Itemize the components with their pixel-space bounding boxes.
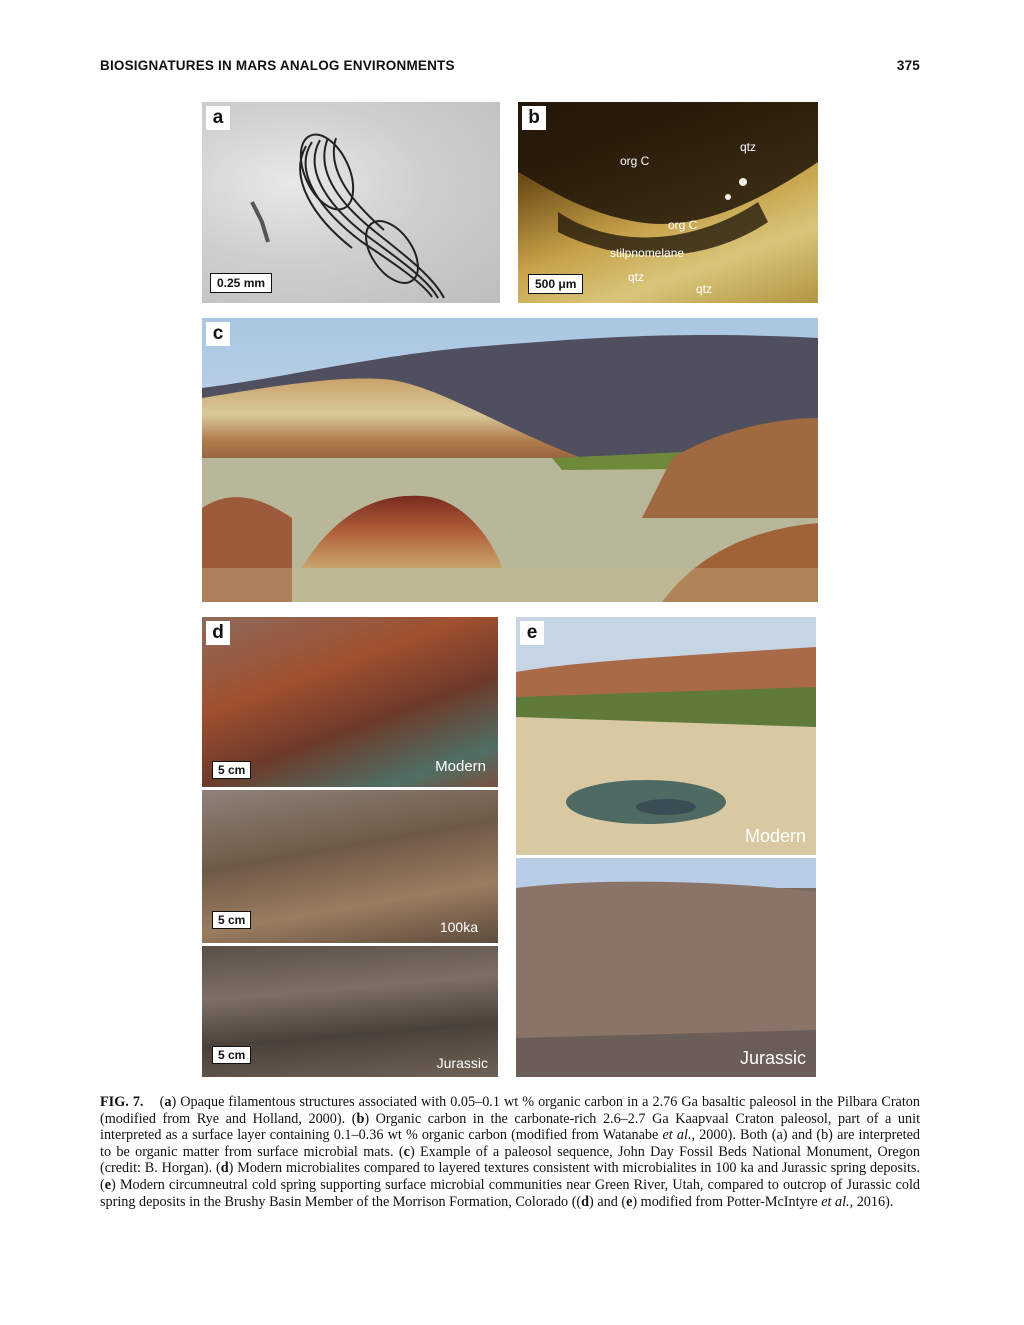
caption-end-d: d bbox=[581, 1193, 590, 1210]
caption-text-e: ) Modern circumneutral cold spring supporting surface microbial communities near Green River, Utah, compared to outcrop of Jurassic cold spring deposits in the Brushy Basin Member of the Morrison Formation, Colorado (( bbox=[100, 1176, 920, 1210]
scale-bar-d-100ka: 5 cm bbox=[212, 911, 251, 929]
figure-label: FIG. 7. bbox=[100, 1094, 144, 1110]
caption-end-text2: 2016). bbox=[853, 1193, 894, 1210]
running-header bbox=[100, 58, 920, 78]
annotation-qtz-3: qtz bbox=[696, 282, 713, 296]
scale-bar-d-jurassic: 5 cm bbox=[212, 1046, 251, 1064]
caption-end-e: e bbox=[626, 1193, 633, 1210]
page-number: 375 bbox=[896, 58, 920, 73]
caption-etal-1: et al., bbox=[662, 1127, 696, 1144]
jurassic-outcrop-image bbox=[516, 858, 816, 1077]
caption-etal-2: et al., bbox=[821, 1193, 854, 1210]
age-label-e-modern: Modern bbox=[744, 826, 806, 846]
annotation-stilpnomelane: stilpnomelane bbox=[610, 246, 685, 260]
caption-letter-a: a bbox=[164, 1094, 172, 1110]
age-label-e-jurassic: Jurassic bbox=[739, 1048, 806, 1068]
thin-section-image bbox=[518, 102, 818, 303]
scale-bar-b: 500 μm bbox=[528, 274, 583, 294]
caption-end-text: ) modified from Potter-McIntyre bbox=[632, 1193, 822, 1210]
caption-text-d: ) Modern microbialites compared to layered textures consistent with microbialites in 100 ka and Jurassic spring deposits. ( bbox=[100, 1160, 920, 1193]
panel-letter-b: b bbox=[522, 106, 546, 130]
caption-letter-c: c bbox=[403, 1143, 410, 1160]
scale-bar-d-modern: 5 cm bbox=[212, 761, 251, 779]
panel-d-jurassic bbox=[202, 946, 498, 1077]
annotation-qtz-2: qtz bbox=[628, 270, 645, 284]
caption-text-b: ) Organic carbon in the carbonate-rich 2.6–2.7 Ga Kaapvaal Craton paleosol, part of a unit interpreted as a surface layer containing 0.1–0.36 wt % organic carbon (modified from Watanabe bbox=[100, 1110, 921, 1144]
panel-d-100ka bbox=[202, 790, 498, 943]
annotation-org-c-1: org C bbox=[620, 154, 650, 168]
panel-d-modern bbox=[202, 617, 498, 787]
caption-text-b2: 2000). Both (a) and (b) are interpreted to be organic matter from surface microbial mats. ( bbox=[100, 1127, 920, 1160]
panel-c-landscape bbox=[202, 318, 818, 602]
caption-letter-b: b bbox=[356, 1110, 365, 1127]
panel-b-thin-section bbox=[518, 102, 818, 303]
painted-hills-image bbox=[202, 318, 818, 602]
caption-text-a: ) Opaque filamentous structures associated with 0.05–0.1 wt % organic carbon in a 2.76 Ga basaltic paleosol in the Pilbara Craton (modified from Rye and Holland, 2000). ( bbox=[100, 1094, 920, 1127]
caption-text-c: ) Example of a paleosol sequence, John Day Fossil Beds National Monument, Oregon (credit: B. Horgan). ( bbox=[100, 1143, 920, 1177]
age-label-d-modern: Modern bbox=[435, 758, 486, 775]
panel-e-modern bbox=[516, 617, 816, 855]
annotation-qtz-1: qtz bbox=[740, 140, 757, 154]
age-label-d-100ka: 100ka bbox=[439, 919, 478, 935]
scale-bar-a: 0.25 mm bbox=[210, 273, 272, 293]
panel-letter-d: d bbox=[206, 621, 230, 645]
figure-caption: FIG. 7. (a) Opaque filamentous structures associated with 0.05–0.1 wt % organic carbon in a 2.76 Ga basaltic paleosol in the Pilbara Craton (modified from Rye and Holland, 2000). (b) Organic carbon in the carbonate-rich 2.6–2.7 Ga Kaapvaal Craton paleosol, part of a unit interpreted as a surface layer containing 0.1–0.36 wt % organic carbon (modified from Watanabe et al., 2000). Both (a) and (b) are interpreted to be organic matter from surface microbial mats. (c) Example of a paleosol sequence, John Day Fossil Beds National Monument, Oregon (credit: B. Horgan). (d) Modern microbialites compared to layered textures consistent with microbialites in 100 ka and Jurassic spring deposits. (e) Modern circumneutral cold spring supporting surface microbial communities near Green River, Utah, compared to outcrop of Jurassic cold spring deposits in the Brushy Basin Member of the Morrison Formation, Colorado ((d) and (e) modified from Potter-McIntyre et al., 2016). bbox=[100, 1094, 921, 1210]
panel-letter-a: a bbox=[206, 106, 230, 130]
annotation-org-c-2: org C bbox=[668, 218, 698, 232]
panel-e-jurassic bbox=[516, 858, 816, 1077]
panel-a-micrograph bbox=[202, 102, 500, 303]
age-label-d-jurassic: Jurassic bbox=[436, 1055, 488, 1071]
running-title: BIOSIGNATURES IN MARS ANALOG ENVIRONMENTS bbox=[100, 58, 455, 73]
cold-spring-image bbox=[516, 617, 816, 855]
caption-end-and: ) and ( bbox=[589, 1193, 627, 1210]
caption-letter-e: e bbox=[104, 1176, 112, 1193]
panel-letter-e: e bbox=[520, 621, 544, 645]
caption-letter-d: d bbox=[220, 1160, 229, 1177]
panel-letter-c: c bbox=[206, 322, 230, 346]
